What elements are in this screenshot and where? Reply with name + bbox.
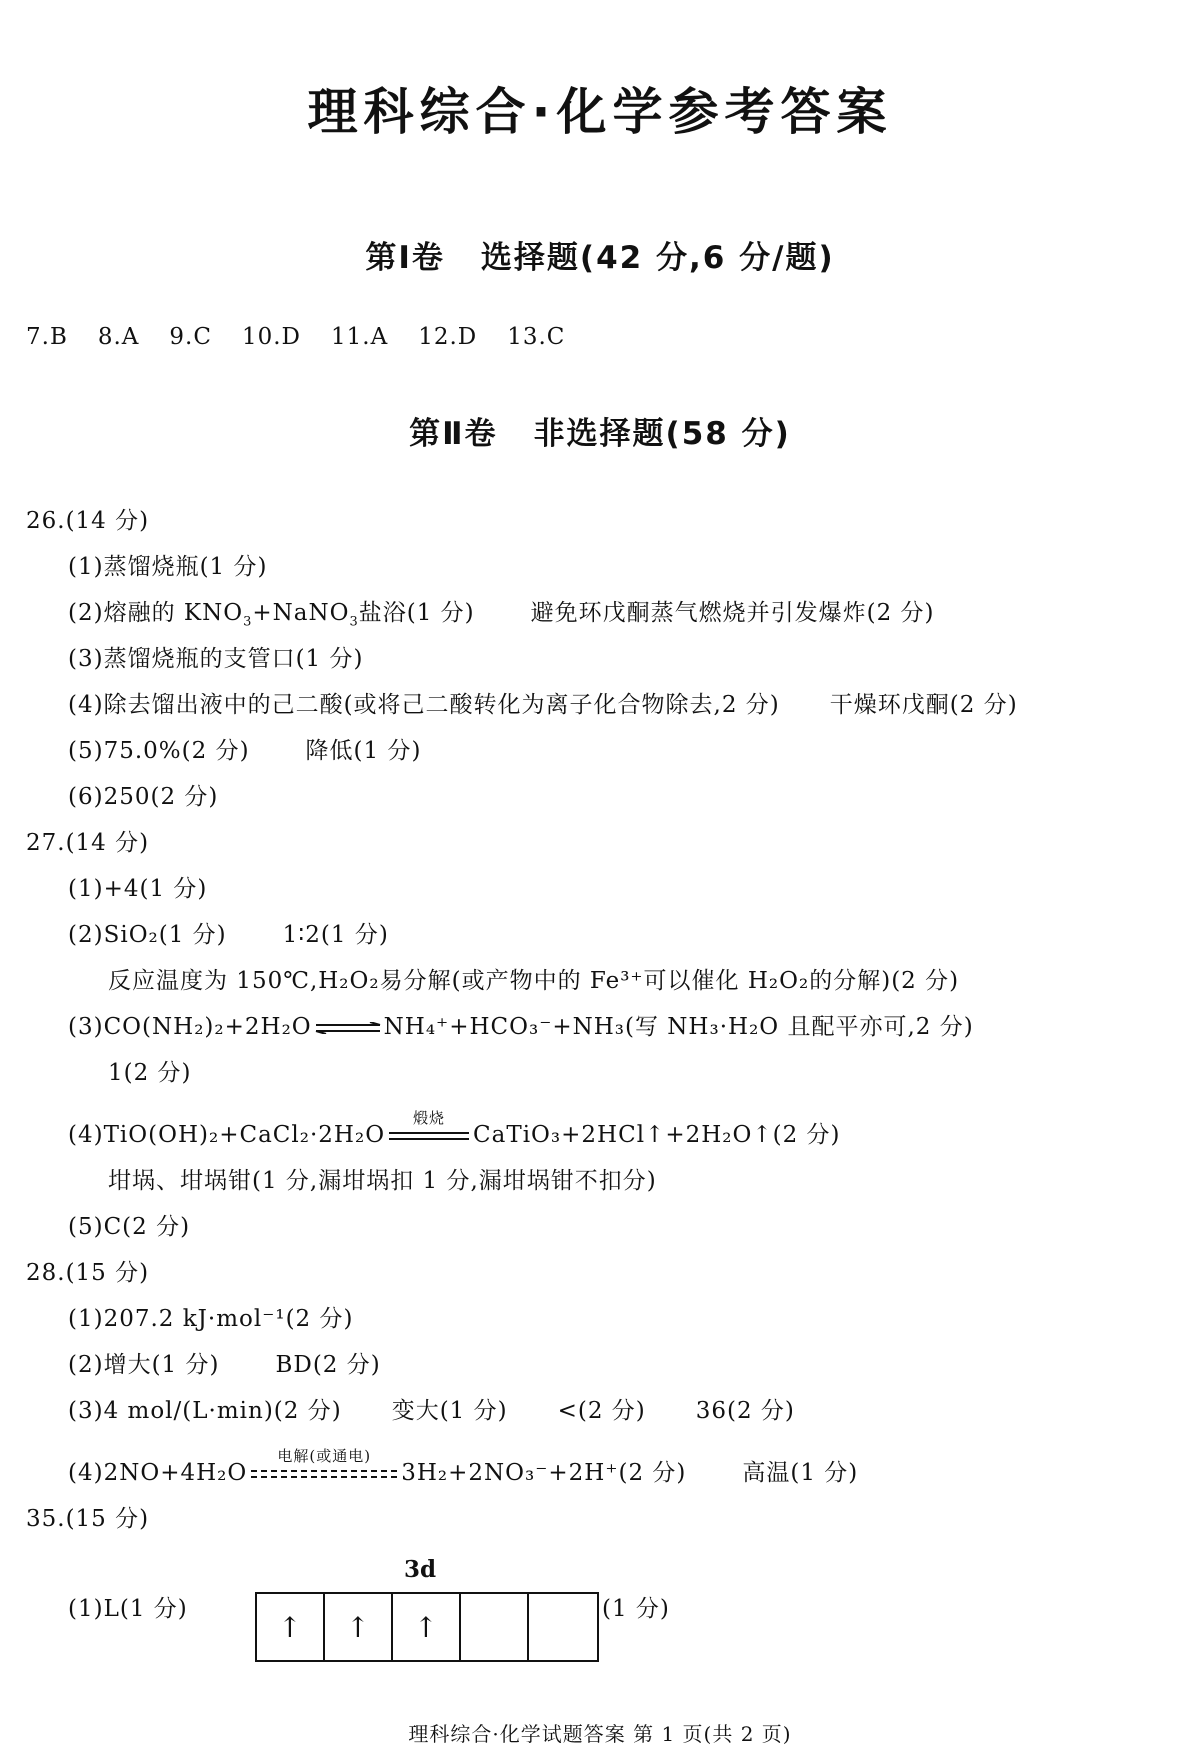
section-2-heading: [0, 408, 1200, 453]
page-footer: 理科综合·化学试题答案 第 1 页(共 2 页): [408, 1722, 792, 1746]
q27-part5: (5)C(2 分): [68, 1214, 191, 1240]
multiple-choice-answers: [26, 324, 595, 350]
q27-part4-apparatus: 坩埚、坩埚钳(1 分,漏坩埚扣 1 分,漏坩埚钳不扣分): [108, 1168, 657, 1194]
orbital-box: ↑: [393, 1594, 461, 1660]
orbital-box: ↑: [257, 1594, 325, 1660]
q27-part4-equation: (4)TiO(OH)₂+CaCl₂·2H₂O 煅烧 CaTiO₃+2HCl↑+2H₂O↑(2 分): [68, 1109, 841, 1148]
mc-answer: 9.C: [169, 324, 212, 350]
mc-answer: 7.B: [26, 324, 68, 350]
mc-answer: 12.D: [418, 324, 478, 350]
section-2-name: 第Ⅱ卷: [409, 416, 498, 452]
q28-part3: (3)4 mol/(L·min)(2 分) 变大(1 分) <(2 分) 36(2 分): [68, 1398, 795, 1424]
q27-part3-equation: (3)CO(NH₂)₂+2H₂O NH₄⁺+HCO₃⁻+NH₃(写 NH₃·H₂O 且配平亦可,2 分): [68, 1014, 974, 1040]
q26-part4: (4)除去馏出液中的己二酸(或将己二酸转化为离子化合物除去,2 分) 干燥环戊酮(2 分): [68, 692, 1018, 718]
q26-part6: (6)250(2 分): [68, 784, 219, 810]
section-1-title: 选择题(42 分,6 分/题): [480, 240, 835, 276]
q26-part1: (1)蒸馏烧瓶(1 分): [68, 554, 268, 580]
orbital-label: 3d: [404, 1556, 437, 1583]
orbital-score: (1 分): [602, 1596, 670, 1622]
section-1-heading: [0, 232, 1200, 277]
q35-heading: 35.(15 分): [26, 1506, 150, 1532]
reaction-condition: 电解(或通电): [249, 1469, 399, 1479]
mc-answer: 10.D: [241, 324, 301, 350]
q28-heading: 28.(15 分): [26, 1260, 150, 1286]
reaction-condition: 煅烧: [387, 1131, 471, 1141]
page-title: 理科综合·化学参考答案: [307, 83, 893, 141]
q26-part3: (3)蒸馏烧瓶的支管口(1 分): [68, 646, 364, 672]
q28-part4-equation: (4)2NO+4H₂O 电解(或通电) 3H₂+2NO₃⁻+2H⁺(2 分) 高温(1 分): [68, 1447, 859, 1486]
reversible-arrow-icon: [314, 1022, 382, 1034]
mc-answer: 8.A: [97, 324, 140, 350]
q27-part2: (2)SiO₂(1 分) 1∶2(1 分): [68, 922, 389, 948]
orbital-diagram: [255, 1592, 599, 1662]
q26-part5: (5)75.0%(2 分) 降低(1 分): [68, 738, 422, 764]
orbital-box: ↑: [325, 1594, 393, 1660]
orbital-box: [529, 1594, 597, 1660]
q26-heading: 26.(14 分): [26, 508, 150, 534]
mc-answer: 11.A: [331, 324, 389, 350]
mc-answer: 13.C: [507, 324, 566, 350]
q26-part2: (2)熔融的 $KNO_3+NaNO_3$盐浴(1 分) 避免环戊酮蒸气燃烧并引发爆炸(2 分): [68, 600, 935, 630]
q28-part1: (1)207.2 kJ·mol⁻¹(2 分): [68, 1306, 354, 1332]
q28-part2: (2)增大(1 分) BD(2 分): [68, 1352, 381, 1378]
q27-part1: (1)+4(1 分): [68, 876, 208, 902]
q26-part2-reason: 避免环戊酮蒸气燃烧并引发爆炸(2 分): [530, 600, 935, 626]
section-2-title: 非选择题(58 分): [533, 416, 791, 452]
q35-part1: (1)L(1 分): [68, 1596, 188, 1622]
section-1-name: 第Ⅰ卷: [365, 240, 445, 276]
orbital-box: [461, 1594, 529, 1660]
q27-part3-answer: 1(2 分): [108, 1060, 192, 1086]
q27-heading: 27.(14 分): [26, 830, 150, 856]
q27-part2-reason: 反应温度为 150℃,H₂O₂易分解(或产物中的 Fe³⁺可以催化 H₂O₂的分解)(2 分): [108, 968, 960, 994]
